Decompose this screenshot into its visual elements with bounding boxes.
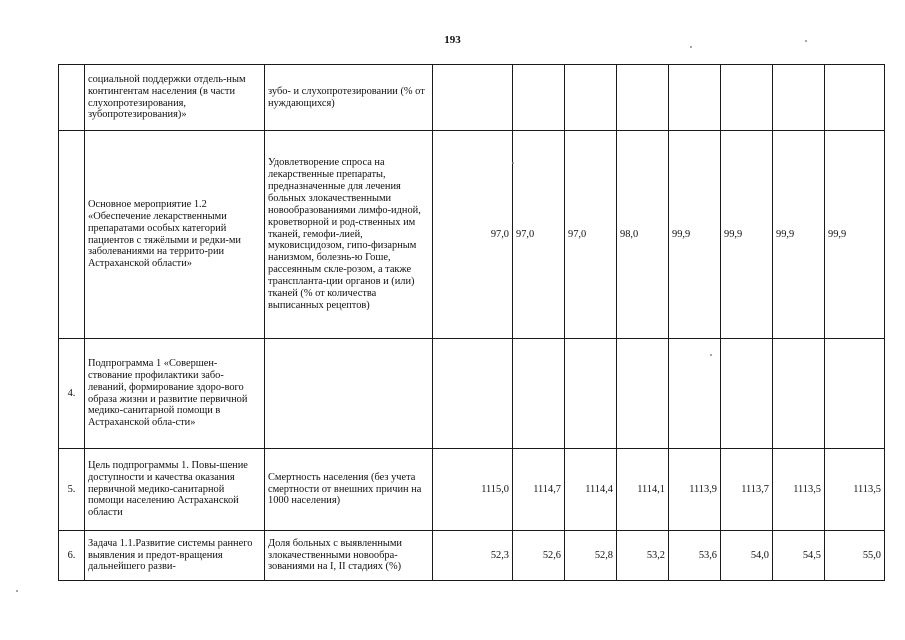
- value-cell: 1113,7: [721, 449, 773, 531]
- event-name: социальной поддержки отдель-ным контингентам населения (в части слухопротезирования, зубопротезирования)»: [85, 65, 265, 131]
- value-cell: 99,9: [721, 131, 773, 339]
- task-name: Задача 1.1.Развитие системы раннего выявления и предот-вращения дальнейшего разви-: [85, 531, 265, 581]
- scan-speck: [16, 590, 18, 592]
- table-row: [59, 131, 885, 339]
- indicator-name: [265, 339, 433, 449]
- value-cell: [669, 339, 721, 449]
- program-indicators-table: [58, 64, 885, 581]
- value-cell: [669, 65, 721, 131]
- scan-speck: [512, 162, 514, 164]
- value-cell: 53,6: [669, 531, 721, 581]
- table-row: [59, 339, 885, 449]
- value-cell: [565, 339, 617, 449]
- row-number: [59, 131, 85, 339]
- value-cell: 55,0: [825, 531, 885, 581]
- value-cell: [433, 339, 513, 449]
- row-number: 5.: [59, 449, 85, 531]
- indicator-name: Смертность населения (без учета смертности от внешних причин на 1000 населения): [265, 449, 433, 531]
- value-cell: 1114,4: [565, 449, 617, 531]
- value-cell: 53,2: [617, 531, 669, 581]
- value-cell: 1113,5: [825, 449, 885, 531]
- subprogram-name: Подпрограмма 1 «Совершен-ствование профилактики забо-леваний, формирование здоро-вого образа жизни и развитие первичной медико-санитарной помощи в Астраханской обла-сти»: [85, 339, 265, 449]
- value-cell: 1113,5: [773, 449, 825, 531]
- value-cell: 52,3: [433, 531, 513, 581]
- value-cell: 52,8: [565, 531, 617, 581]
- value-cell: [433, 65, 513, 131]
- scan-speck: [805, 40, 807, 42]
- value-cell: [617, 65, 669, 131]
- indicator-name: Удовлетворение спроса на лекарственные препараты, предназначенные для лечения больных злокачественными новообразованиями лимфо-идной, кроветворной и род-ственных им тканей, гемофи-лией, муковисцидозом, гипо-физарным нанизмом, болезнь-ю Гоше, рассеянным скле-розом, а также транспланта-ции органов и (или) тканей (% от количества выписанных рецептов): [265, 131, 433, 339]
- row-number: 6.: [59, 531, 85, 581]
- value-cell: [773, 65, 825, 131]
- value-cell: [825, 339, 885, 449]
- value-cell: 54,5: [773, 531, 825, 581]
- value-cell: 1113,9: [669, 449, 721, 531]
- value-cell: 98,0: [617, 131, 669, 339]
- value-cell: 97,0: [565, 131, 617, 339]
- value-cell: 1114,1: [617, 449, 669, 531]
- value-cell: [513, 65, 565, 131]
- event-name: Основное мероприятие 1.2 «Обеспечение лекарственными препаратами особых категорий пациентов с тяжёлыми и редки-ми заболеваниями на террито-рии Астраханской области»: [85, 131, 265, 339]
- value-cell: [565, 65, 617, 131]
- table-row: [59, 65, 885, 131]
- value-cell: 99,9: [669, 131, 721, 339]
- value-cell: [617, 339, 669, 449]
- value-cell: 99,9: [773, 131, 825, 339]
- row-number: 4.: [59, 339, 85, 449]
- indicator-name: Доля больных с выявленными злокачественными новообра-зованиями на I, II стадиях (%): [265, 531, 433, 581]
- scan-speck: [710, 354, 712, 356]
- table-row: [59, 531, 885, 581]
- goal-name: Цель подпрограммы 1. Повы-шение доступности и качества оказания первичной медико-санитарной помощи населению Астраханской области: [85, 449, 265, 531]
- value-cell: [721, 339, 773, 449]
- table-row: [59, 449, 885, 531]
- value-cell: 54,0: [721, 531, 773, 581]
- scan-speck: [690, 46, 692, 48]
- value-cell: 1115,0: [433, 449, 513, 531]
- page-number: 193: [444, 34, 461, 46]
- value-cell: [773, 339, 825, 449]
- value-cell: 52,6: [513, 531, 565, 581]
- row-number: [59, 65, 85, 131]
- value-cell: 99,9: [825, 131, 885, 339]
- value-cell: 97,0: [513, 131, 565, 339]
- value-cell: [825, 65, 885, 131]
- value-cell: [513, 339, 565, 449]
- indicator-name: зубо- и слухопротезировании (% от нуждающихся): [265, 65, 433, 131]
- value-cell: [721, 65, 773, 131]
- value-cell: 97,0: [433, 131, 513, 339]
- value-cell: 1114,7: [513, 449, 565, 531]
